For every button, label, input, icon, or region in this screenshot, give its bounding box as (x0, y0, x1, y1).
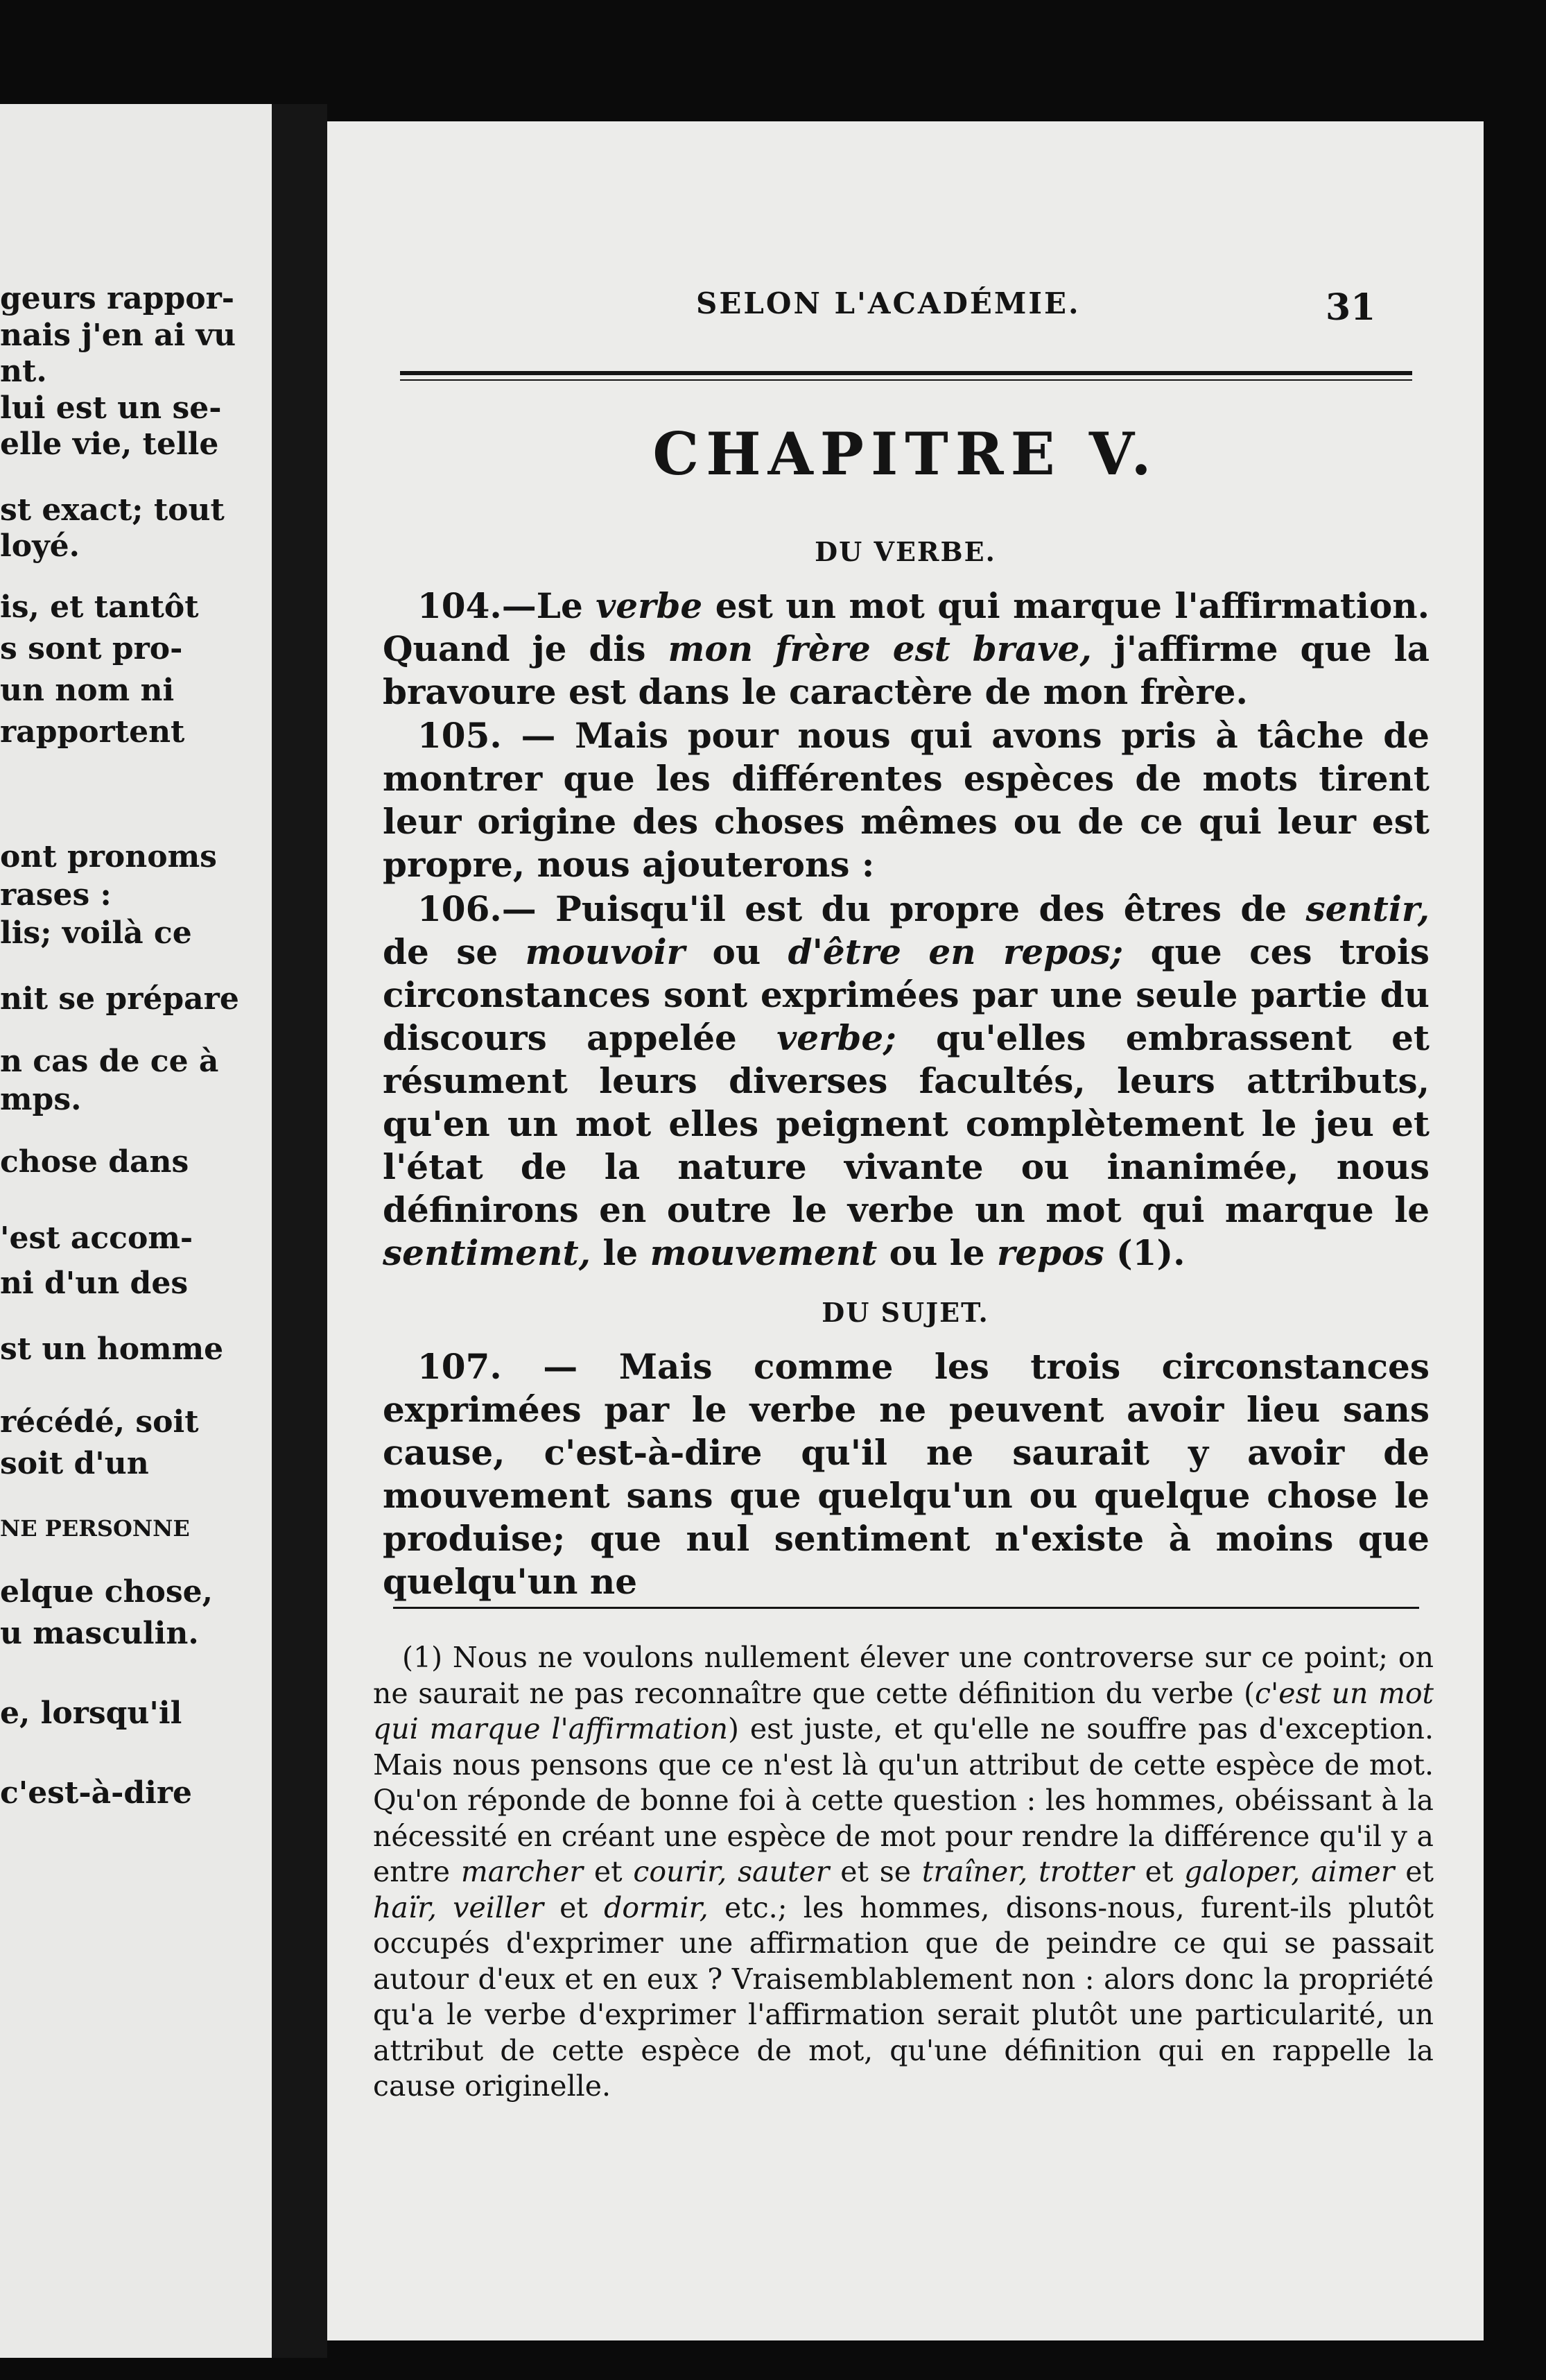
left-page-text-fragment: u masculin. (0, 1616, 199, 1651)
left-page-text-fragment: 'est accom- (0, 1221, 193, 1256)
left-page-text-fragment: un nom ni (0, 673, 175, 708)
paragraph-104: 104.—Le verbe est un mot qui marque l'affirmation. Quand je dis mon frère est brave, j'affirme que la bravoure est dans le caractère de mon frère. (383, 585, 1430, 712)
left-page-text-fragment: ni d'un des (0, 1266, 189, 1301)
left-page-text-fragment: n cas de ce à (0, 1044, 219, 1079)
paragraph-number: 106. (417, 888, 502, 929)
left-page-text-fragment: loyé. (0, 528, 80, 564)
left-page-text-fragment: chose dans (0, 1144, 189, 1180)
paragraph-106: 106.— Puisqu'il est du propre des êtres de sentir, de se mouvoir ou d'être en repos; que ces trois circonstances sont exprimées par une seule partie du discours appelée verbe; qu'elles embrassent et résument leurs diverses facultés, leurs attributs, qu'en un mot elles peignent complètement le jeu et l'état de la nature vivante ou inanimée, nous définirons en outre le verbe un mot qui marque le sentiment, le mouvement ou le repos (1). (383, 888, 1430, 1273)
section-heading-verbe: DU VERBE. (815, 536, 996, 567)
left-page-text-fragment: is, et tantôt (0, 589, 199, 625)
left-page-text-fragment: NE PERSONNE (0, 1515, 190, 1542)
left-page-text-fragment: elle vie, telle (0, 426, 219, 462)
left-page-text-fragment: s sont pro- (0, 631, 183, 666)
section-heading-sujet: DU SUJET. (822, 1297, 989, 1328)
page-number: 31 (1326, 286, 1376, 329)
left-page (0, 104, 272, 2358)
footnote: (1) Nous ne voulons nullement élever une controverse sur ce point; on ne saurait ne pas reconnaître que cette définition du verbe (c'est un mot qui marque l'affirmation) est juste, et qu'elle ne souffre pas d'exception. Mais nous pensons que ce n'est là qu'un attribut de cette espèce de mot. Qu'on réponde de bonne foi à cette question : les hommes, obéissant à la nécessité en créant une espèce de mot pour rendre la différence qu'il y a entre marcher et courir, sauter et se traîner, trotter et galoper, aimer et haïr, veiller et dormir, etc.; les hommes, disons-nous, furent-ils plutôt occupés d'exprimer une affirmation que de peindre ce qui se passait autour d'eux et en eux ? Vraisemblablement non : alors donc la propriété qu'a le verbe d'exprimer l'affirmation serait plutôt une particularité, un attribut de cette espèce de mot, qu'une définition qui en rappelle la cause originelle. (373, 1641, 1434, 2103)
left-page-text-fragment: nais j'en ai vu (0, 318, 236, 353)
paragraph-number: 104. (417, 585, 502, 626)
left-page-text-fragment: st un homme (0, 1331, 224, 1367)
footnote-rule (393, 1607, 1419, 1609)
left-page-text-fragment: c'est-à-dire (0, 1775, 193, 1811)
left-page-text-fragment: lis; voilà ce (0, 915, 192, 951)
header-rule-thick (400, 371, 1412, 375)
left-page-text-fragment: nit se prépare (0, 981, 239, 1017)
left-page-text-fragment: ont pronoms (0, 839, 217, 874)
left-page-text-fragment: lui est un se- (0, 390, 222, 426)
left-page-text-fragment: rapportent (0, 714, 185, 750)
chapter-title: CHAPITRE V. (652, 420, 1158, 488)
left-page-text-fragment: e, lorsqu'il (0, 1696, 182, 1731)
left-page-text-fragment: rases : (0, 877, 112, 913)
paragraph-number: 107. (417, 1346, 502, 1387)
left-page-text-fragment: geurs rappor- (0, 281, 235, 316)
paragraph-107: 107. — Mais comme les trois circonstances exprimées par le verbe ne peuvent avoir lieu sans cause, c'est-à-dire qu'il ne saurait y avoir de mouvement sans que quelqu'un ou quelque chose le produise; que nul sentiment n'existe à moins que quelqu'un ne (383, 1346, 1430, 1602)
paragraph-number: 105. (417, 715, 502, 756)
right-page (327, 121, 1484, 2340)
header-rule-thin (400, 379, 1412, 381)
left-page-text-fragment: soit d'un (0, 1446, 149, 1481)
left-page-text-fragment: mps. (0, 1082, 82, 1117)
running-title: SELON L'ACADÉMIE. (696, 286, 1081, 320)
book-spine (272, 104, 327, 2358)
left-page-text-fragment: nt. (0, 354, 47, 389)
left-page-text-fragment: st exact; tout (0, 492, 225, 528)
left-page-text-fragment: récédé, soit (0, 1404, 199, 1440)
left-page-text-fragment: elque chose, (0, 1574, 213, 1610)
paragraph-105: 105. — Mais pour nous qui avons pris à tâche de montrer que les différentes espèces de mots tirent leur origine des choses mêmes ou de ce qui leur est propre, nous ajouterons : (383, 715, 1430, 885)
